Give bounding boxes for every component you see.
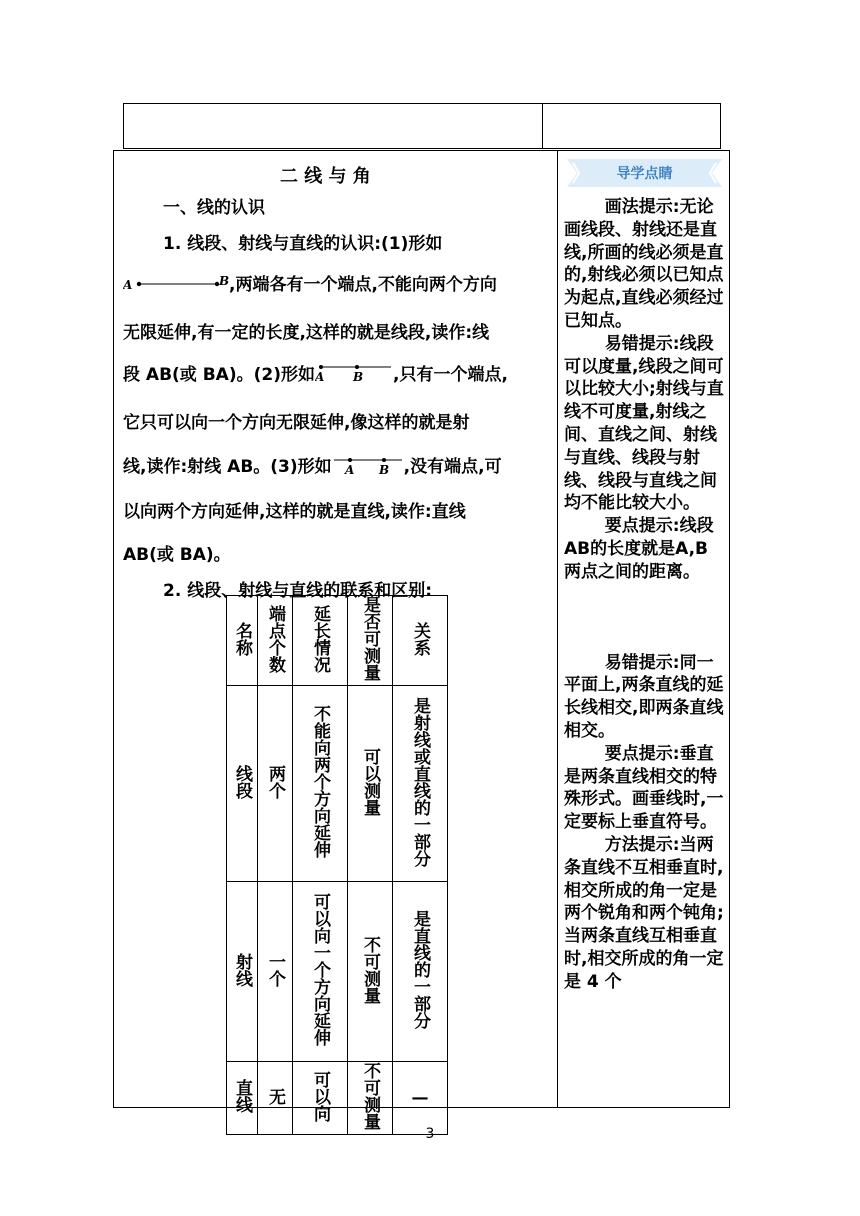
segment-figure: [123, 275, 229, 295]
sidebar-note: 要点提示:线段AB的长度就是A,B 两点之间的距离。: [564, 516, 714, 582]
paragraph-1-line-1: 1. 线段、射线与直线的认识:(1)形如: [163, 234, 443, 254]
sidebar-note: 画法提示:无论画线段、射线还是直线,所画的线必须是直的,射线必须以已知点为起点,直线必须经过已知点。: [564, 197, 724, 331]
paragraph-1-line-5: 它只可以向一个方向无限延伸,像这样的就是射: [123, 413, 470, 433]
table-cell: 是直线的一部分: [410, 910, 430, 1029]
point-b-label: B: [378, 463, 389, 477]
table-cell: 直线: [232, 1079, 252, 1113]
paragraph-1-line-8: AB(或 BA)。: [123, 545, 231, 565]
table-row: [227, 686, 448, 882]
table-cell: 不可测量: [360, 1062, 380, 1130]
paragraph-1-line-2: [123, 270, 553, 295]
header-table-box: [123, 103, 721, 149]
paragraph-2: 2. 线段、射线与直线的联系和区别:: [163, 581, 433, 601]
text-span: ,只有一个端点,: [392, 365, 508, 385]
table-header-row: [227, 596, 448, 686]
sidebar-note: 要点提示:垂直是两条直线相交的特殊形式。画垂线时,一定要标上垂直符号。: [564, 743, 724, 833]
guide-badge: [567, 159, 722, 187]
page-number: 3: [425, 1126, 435, 1142]
table-cell: 可以向: [310, 1070, 330, 1122]
paragraph-1-line-7: 以向两个方向延伸,这样的就是直线,读作:直线: [123, 502, 466, 522]
table-header: 是否可测量: [360, 596, 380, 681]
table-cell: 可以测量: [360, 747, 380, 816]
point-b-label: B: [352, 370, 364, 384]
page-title: 二 线 与 角: [280, 166, 371, 187]
paragraph-1-line-6: [123, 452, 553, 478]
point-b-label: B: [219, 275, 229, 288]
point-a-label: A: [123, 278, 133, 292]
text-span: 段 AB(或 BA)。(2)形如: [123, 365, 315, 385]
text-span: ,没有端点,可: [403, 457, 502, 477]
point-a-label: A: [344, 463, 354, 477]
table-row: [227, 882, 448, 1062]
ray-figure: [315, 364, 393, 386]
table-cell: 两个: [265, 764, 285, 799]
table-header: 名称: [232, 621, 252, 656]
line-figure: [332, 456, 404, 478]
sidebar-notes: [564, 196, 726, 994]
section-heading: 一、线的认识: [163, 198, 265, 218]
paragraph-1-line-3: 无限延伸,有一定的长度,这样的就是线段,读作:线: [123, 323, 490, 343]
table-cell: 无: [265, 1087, 285, 1105]
table-cell: 不可测量: [360, 935, 380, 1004]
table-cell: 是射线或直线的一部分: [410, 696, 430, 867]
table-cell: 可以向一个方向延伸: [310, 893, 330, 1046]
table-cell: 不能向两个方向延伸: [310, 705, 330, 858]
table-cell: 线段: [232, 764, 252, 799]
table-header: 端点个数: [265, 604, 285, 673]
table-cell: 一个: [265, 952, 285, 987]
text-span: 线,读作:射线 AB。(3)形如: [123, 457, 332, 477]
sidebar-note: 方法提示:当两条直线不互相垂直时,相交所成的角一定是两个锐角和两个钝角;当两条直线互相垂直时,相交所成的角一定是 4 个: [564, 834, 724, 992]
table-row: [227, 1062, 448, 1135]
table-header: 关系: [410, 621, 430, 656]
point-a-label: A: [314, 370, 325, 384]
table-cell: 射线: [232, 952, 252, 987]
table-header: 延长情况: [310, 604, 330, 673]
comparison-table: [226, 595, 448, 1135]
text-span: ,两端各有一个端点,不能向两个方向: [229, 275, 497, 295]
badge-label: 导学点睛: [616, 166, 673, 182]
sidebar-note: 易错提示:线段可以度量,线段之间可以比较大小;射线与直线不可度量,射线之间、直线之间、射线与直线、线段与射线、线段与直线之间均不能比较大小。: [564, 333, 724, 514]
table-cell: —: [411, 1088, 429, 1108]
sidebar-note: 易错提示:同一平面上,两条直线的延长线相交,即两条直线相交。: [564, 652, 724, 741]
paragraph-1-line-4: [123, 360, 553, 386]
